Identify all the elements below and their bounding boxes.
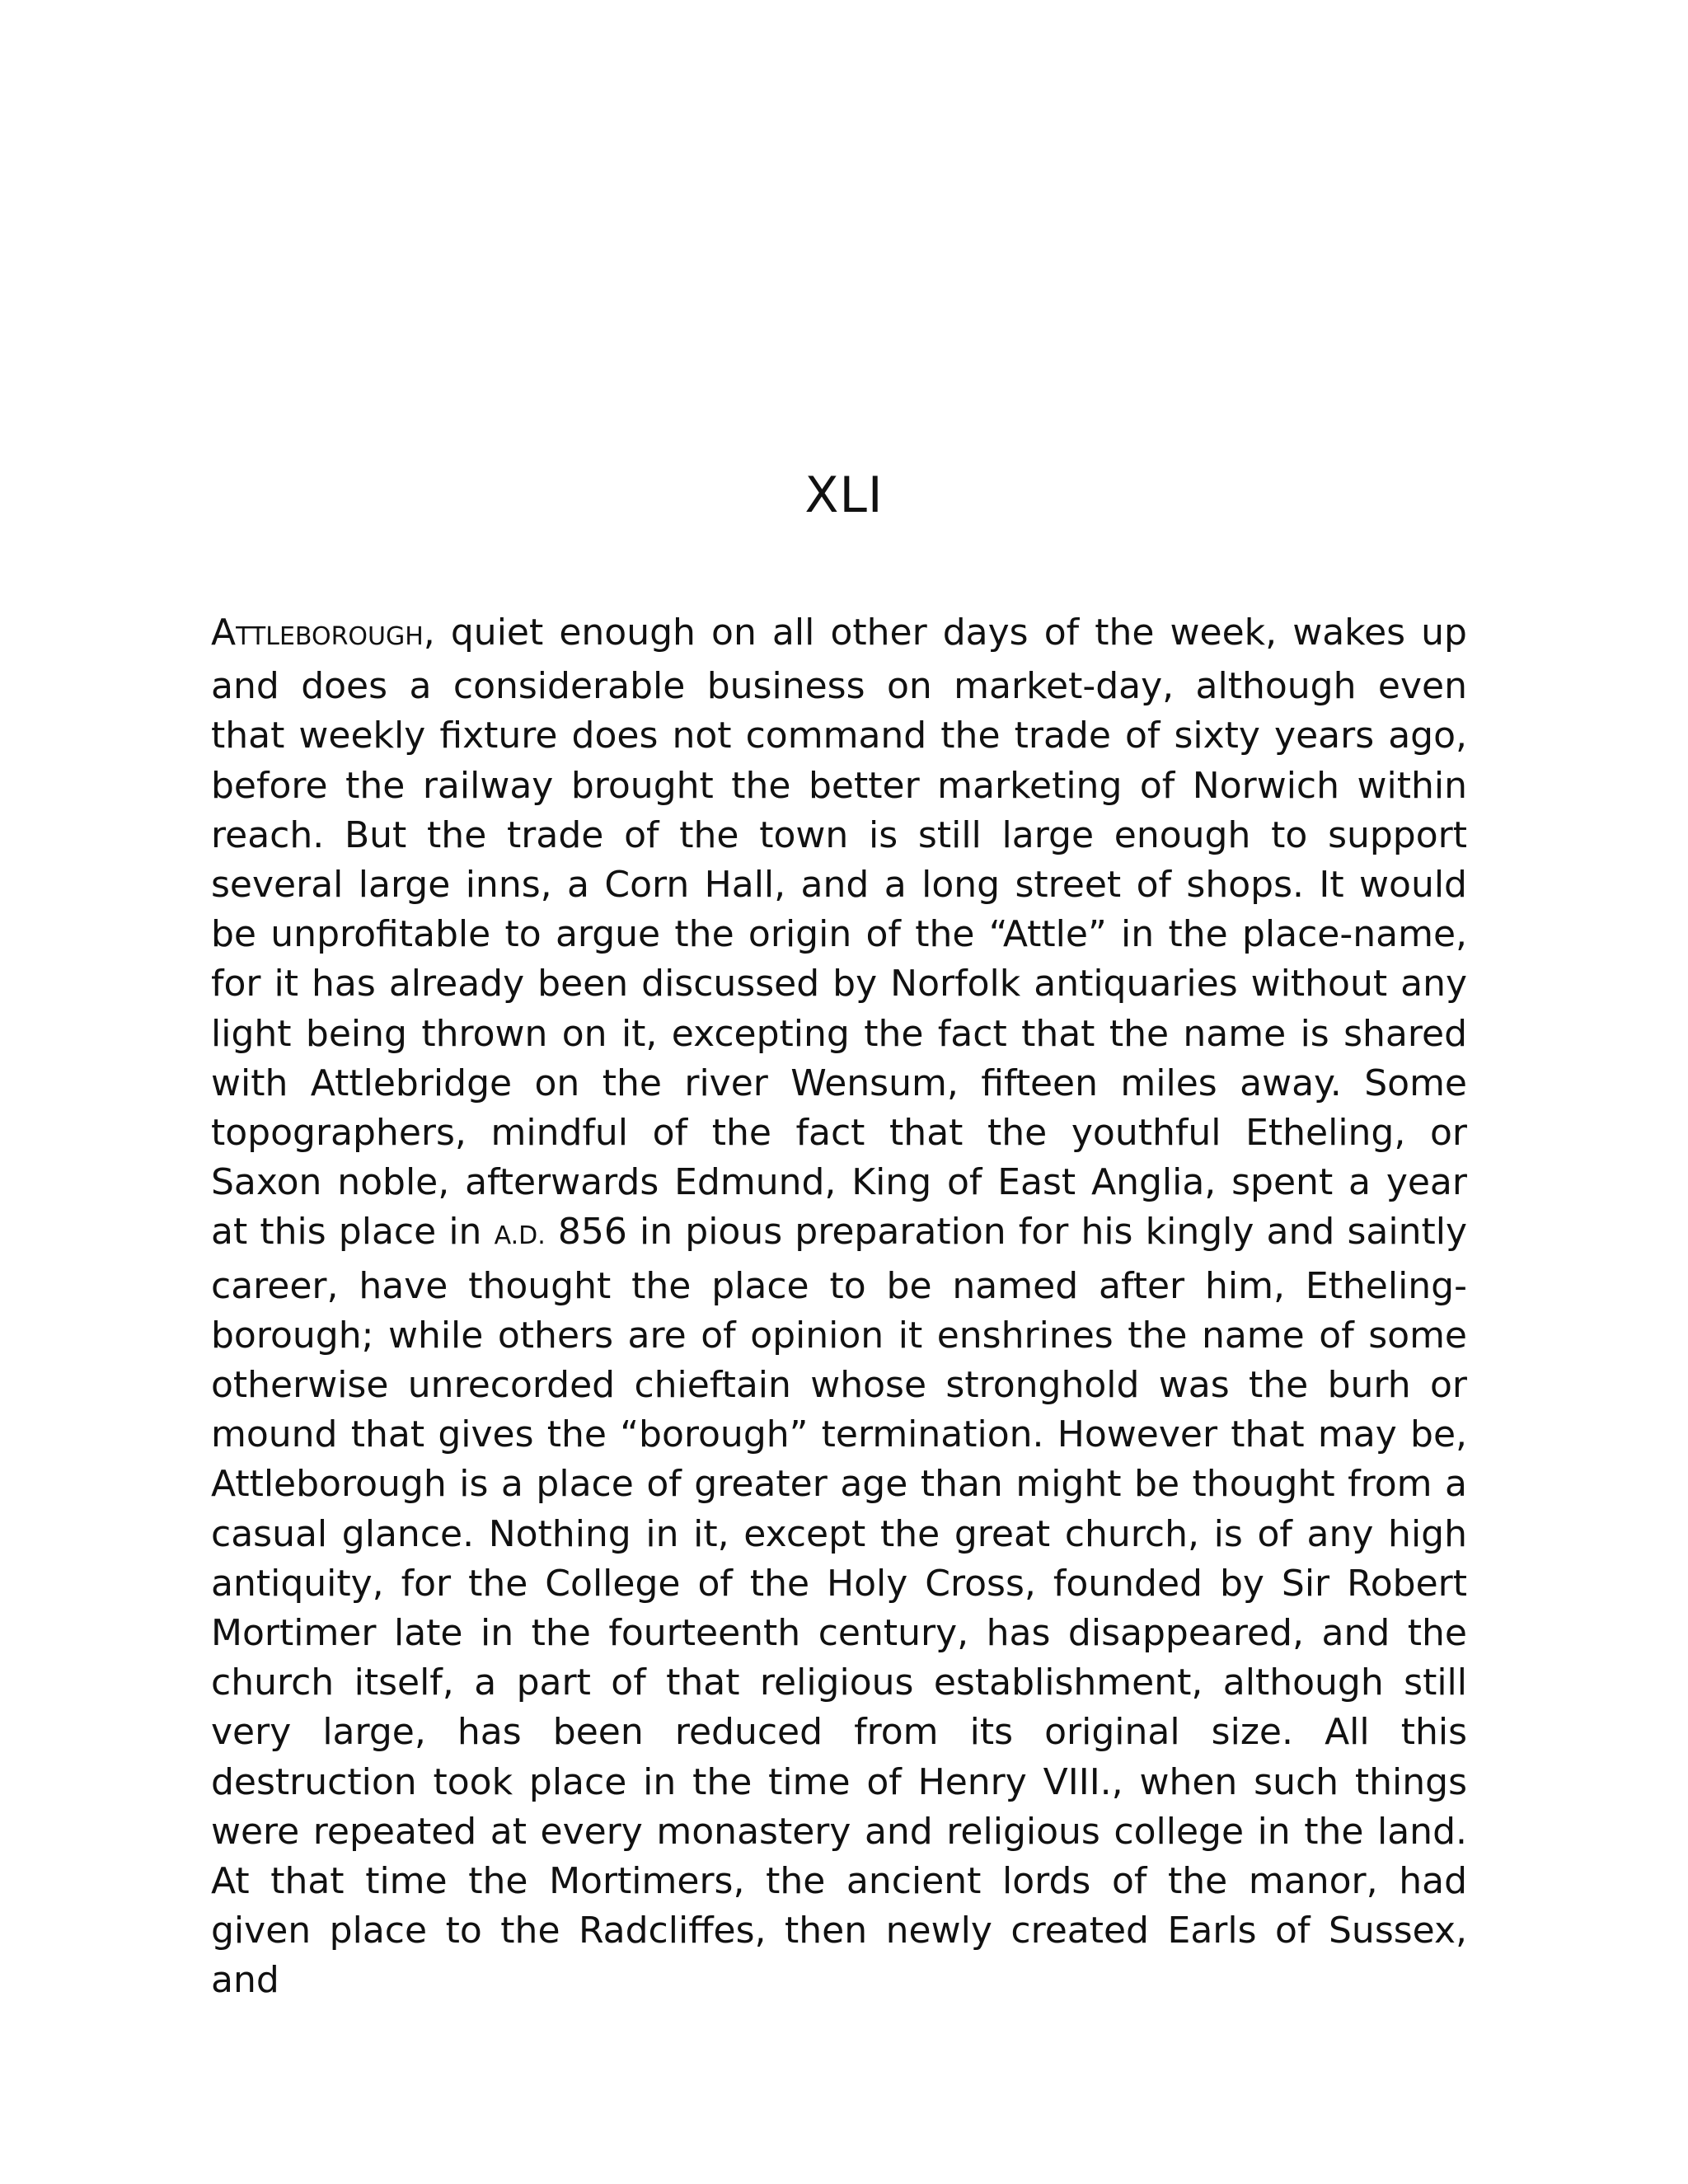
- chapter-heading: XLI: [804, 466, 884, 524]
- lead-smallcaps: TTLEBOROUGH: [236, 622, 424, 651]
- era-abbreviation: A.D.: [494, 1221, 546, 1251]
- paragraph-text-part1: , quiet enough on all other days of the week, wakes up and does a considerable business on market-day, although even that weekly fixture does not command the trade of sixty years ago, before the railway brought the better marketing of Norwich within reach. But the trade of the town is still large enough to support several large inns, a Corn Hall, and a long street of shops. It would be unprofitable to argue the origin of the “Attle” in the place-name, for it has already been discussed by Norfolk antiquaries without any light being thrown on it, excepting the fact that the name is shared with Attlebridge on the river Wensum, fifteen miles away. Some topographers, mindful of the fact that the youthful Etheling, or Saxon noble, afterwards Edmund, King of East Anglia, spent a year at this place in: [211, 612, 1467, 1254]
- body-paragraph: [211, 608, 1467, 2006]
- lead-initial: A: [211, 612, 237, 654]
- paragraph-text-part2: 856 in pious preparation for his kingly and saintly career, have thought the place to be named after him, Etheling-borough; while others are of opinion it enshrines the name of some otherwise unrecorded chieftain whose stronghold was the burh or mound that gives the “borough” termination. However that may be, Attleborough is a place of greater age than might be thought from a casual glance. Nothing in it, except the great church, is of any high antiquity, for the College of the Holy Cross, founded by Sir Robert Mortimer late in the fourteenth century, has disappeared, and the church itself, a part of that religious establishment, although still very large, has been reduced from its original size. All this destruction took place in the time of Henry VIII., when such things were repeated at every monastery and religious college in the land. At that time the Mortimers, the ancient lords of the manor, had given place to the Radcliffes, then newly created Earls of Sussex, and: [211, 1211, 1467, 2002]
